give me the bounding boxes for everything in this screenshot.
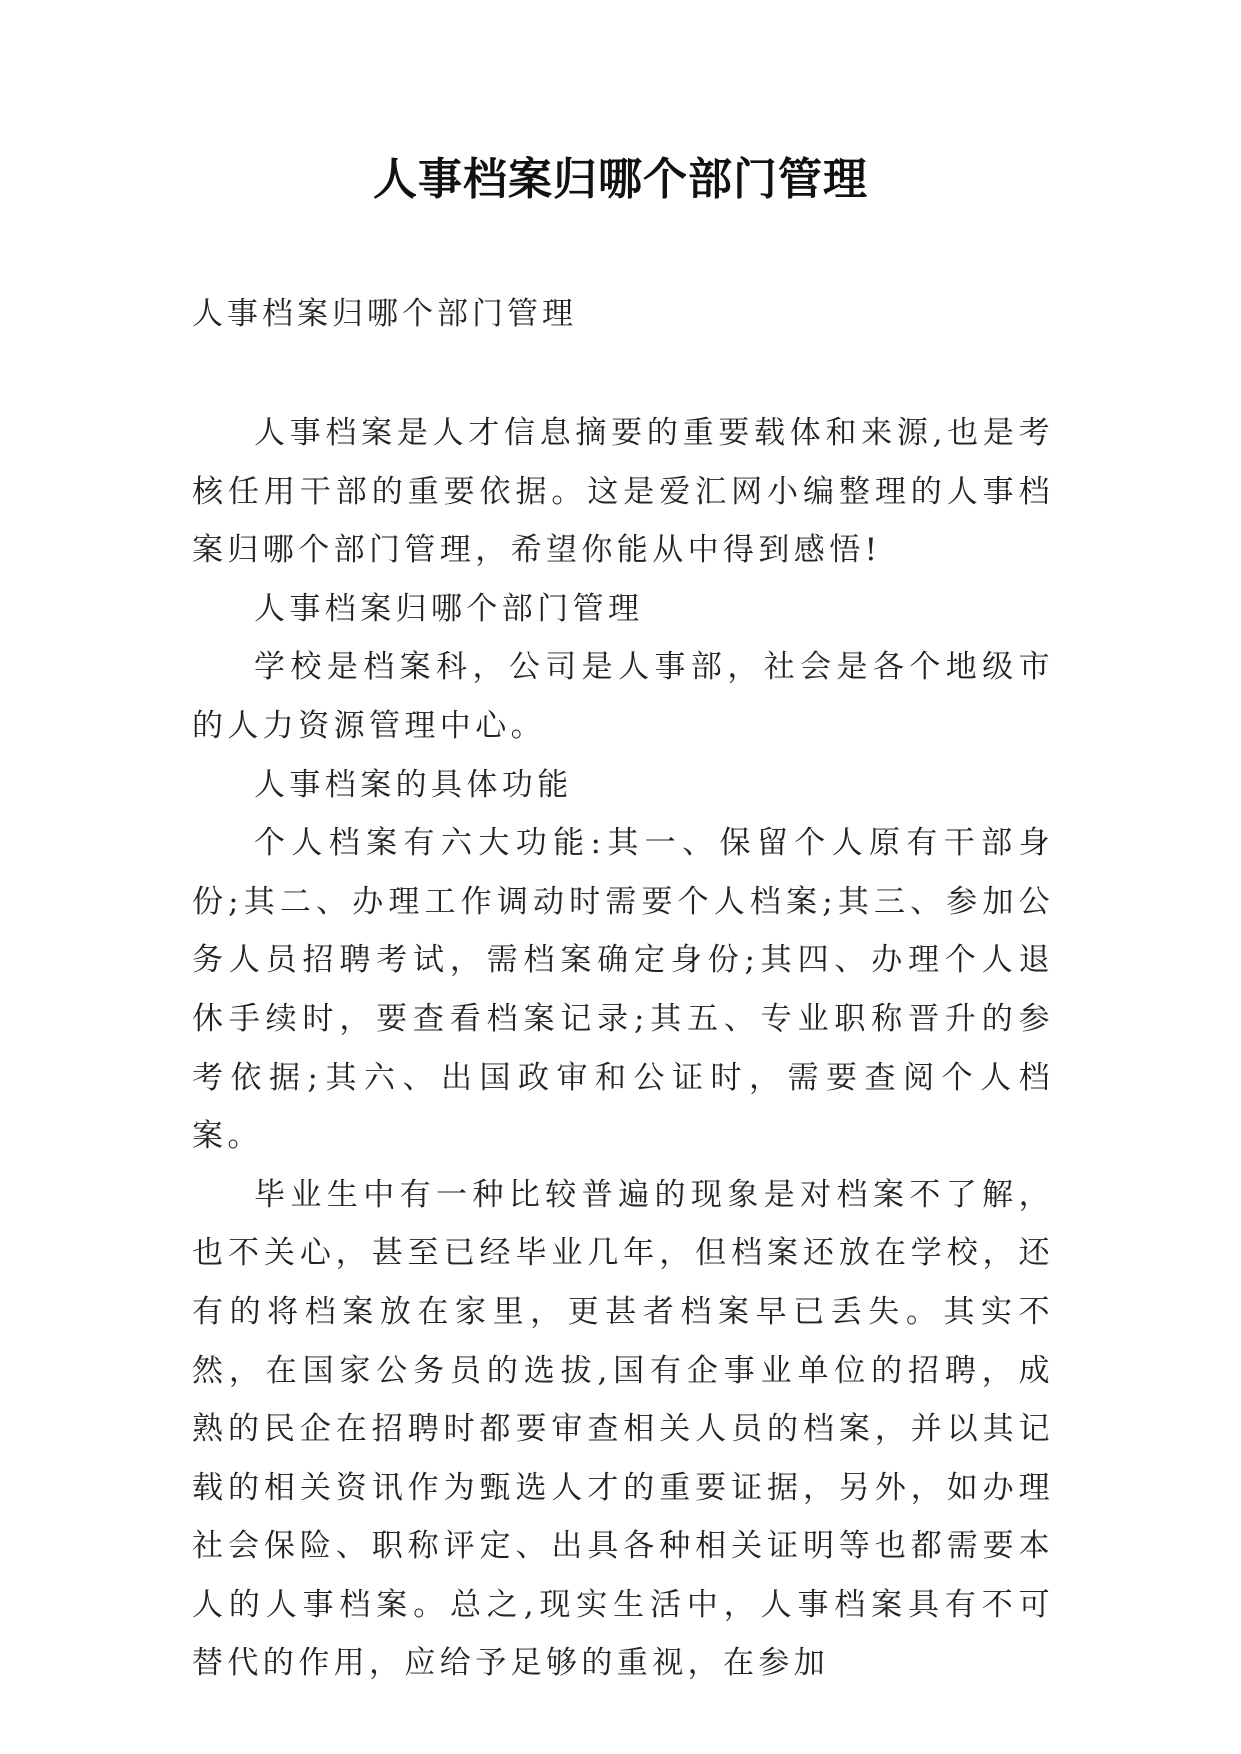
paragraph-department-answer: 学校是档案科，公司是人事部，社会是各个地级市的人力资源管理中心。 [192,649,1054,744]
document-subtitle: 人事档案归哪个部门管理 [192,296,577,332]
paragraph-heading-department: 人事档案归哪个部门管理 [254,590,644,627]
paragraph-six-functions: 个人档案有六大功能:其一、保留个人原有干部身份;其二、办理工作调动时需要个人档案;其三、参加公务人员招聘考试，需档案确定身份;其四、办理个人退休手续时，要查看档案记录;其五、专业职称晋升的参考依据;其六、出国政审和公证时，需要查阅个人档案。 [192,825,1054,1155]
paragraph-graduates: 毕业生中有一种比较普遍的现象是对档案不了解，也不关心，甚至已经毕业几年，但档案还放在学校，还有的将档案放在家里，更甚者档案早已丢失。其实不然，在国家公务员的选拔,国有企事业单位的招聘，成熟的民企在招聘时都要审查相关人员的档案，并以其记载的相关资讯作为甄选人才的重要证据，另外，如办理社会保险、职称评定、出具各种相关证明等也都需要本人的人事档案。总之,现实生活中，人事档案具有不可替代的作用，应给予足够的重视，在参加 [192,1176,1054,1682]
document-title: 人事档案归哪个部门管理 [373,154,868,205]
paragraph-heading-functions: 人事档案的具体功能 [254,766,573,803]
document-body [192,404,1054,1693]
paragraph-intro: 人事档案是人才信息摘要的重要载体和来源,也是考核任用干部的重要依据。这是爱汇网小编整理的人事档案归哪个部门管理，希望你能从中得到感悟! [192,415,1054,569]
